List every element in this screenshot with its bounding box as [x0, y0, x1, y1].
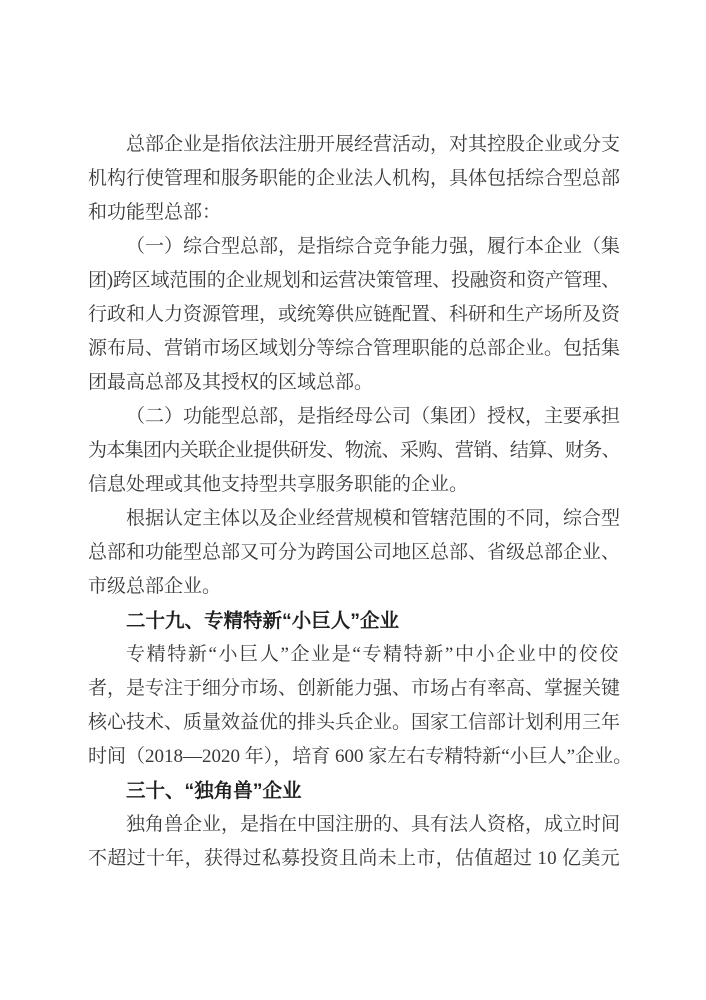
text-line [88, 434, 620, 468]
text-run: 行政和人力资源管理，或统筹供应链配置、科研和生产场所及资 [88, 304, 621, 325]
text-run: 总部企业是指依法注册开展经营活动，对其控股企业或分支 [126, 134, 621, 155]
text-line [88, 536, 620, 570]
paragraph [88, 128, 620, 230]
text-run: （二）功能型总部，是指经母公司（集团）授权，主要承担 [126, 406, 621, 427]
section-heading [88, 774, 620, 808]
text-line [88, 196, 620, 230]
text-line [88, 570, 620, 604]
paragraph [88, 638, 633, 774]
text-line [88, 740, 633, 774]
text-run: 总部和功能型总部又可分为跨国公司地区总部、省级总部企业、 [88, 542, 621, 563]
heading-line [88, 774, 620, 808]
text-line [88, 264, 620, 298]
text-line [88, 366, 620, 400]
text-run: （一）综合型总部，是指综合竞争能力强，履行本企业（集 [126, 236, 621, 257]
heading-line [88, 604, 620, 638]
text-line [88, 706, 620, 740]
text-line [88, 128, 620, 162]
text-run: 核心技术、质量效益优的排头兵企业。国家工信部计划利用三年 [88, 712, 621, 733]
text-run: 市级总部企业。 [88, 576, 222, 597]
text-line [88, 468, 620, 502]
text-run: 三十、“独角兽”企业 [126, 780, 302, 802]
paragraph [88, 808, 620, 876]
text-run: 独角兽企业，是指在中国注册的、具有法人资格，成立时间 [126, 814, 621, 835]
text-run: 不超过十年，获得过私募投资且尚未上市，估值超过 10 亿美元 [88, 848, 620, 869]
document-content [88, 128, 633, 876]
paragraph [88, 400, 620, 502]
text-run: 专精特新“小巨人”企业是“专精特新”中小企业中的佼佼 [126, 644, 620, 665]
text-run: 团最高总部及其授权的区域总部。 [88, 372, 374, 393]
paragraph [88, 230, 620, 400]
text-line [88, 332, 620, 366]
section-heading [88, 604, 620, 638]
text-run: 信息处理或其他支持型共享服务职能的企业。 [88, 474, 469, 495]
text-run: 根据认定主体以及企业经营规模和管辖范围的不同，综合型 [126, 508, 621, 529]
text-line [88, 808, 620, 842]
text-line [88, 230, 620, 264]
text-run: 和功能型总部： [88, 202, 222, 223]
text-line [88, 842, 620, 876]
text-line [88, 162, 620, 196]
text-line [88, 502, 620, 536]
text-run: 团)跨区域范围的企业规划和运营决策管理、投融资和资产管理、 [88, 270, 620, 291]
text-run: 源布局、营销市场区域划分等综合管理职能的总部企业。包括集 [88, 338, 621, 359]
text-run: 机构行使管理和服务职能的企业法人机构，具体包括综合型总部 [88, 168, 621, 189]
paragraph [88, 502, 620, 604]
text-line [88, 298, 620, 332]
text-run: 时间（2018—2020 年），培育 600 家左右专精特新“小巨人”企业。 [88, 746, 633, 767]
text-run: 二十九、专精特新“小巨人”企业 [126, 610, 400, 632]
text-run: 为本集团内关联企业提供研发、物流、采购、营销、结算、财务、 [88, 440, 620, 461]
text-line [88, 672, 620, 706]
text-run: 者，是专注于细分市场、创新能力强、市场占有率高、掌握关键 [88, 678, 621, 699]
text-line [88, 400, 620, 434]
text-line [88, 638, 620, 672]
